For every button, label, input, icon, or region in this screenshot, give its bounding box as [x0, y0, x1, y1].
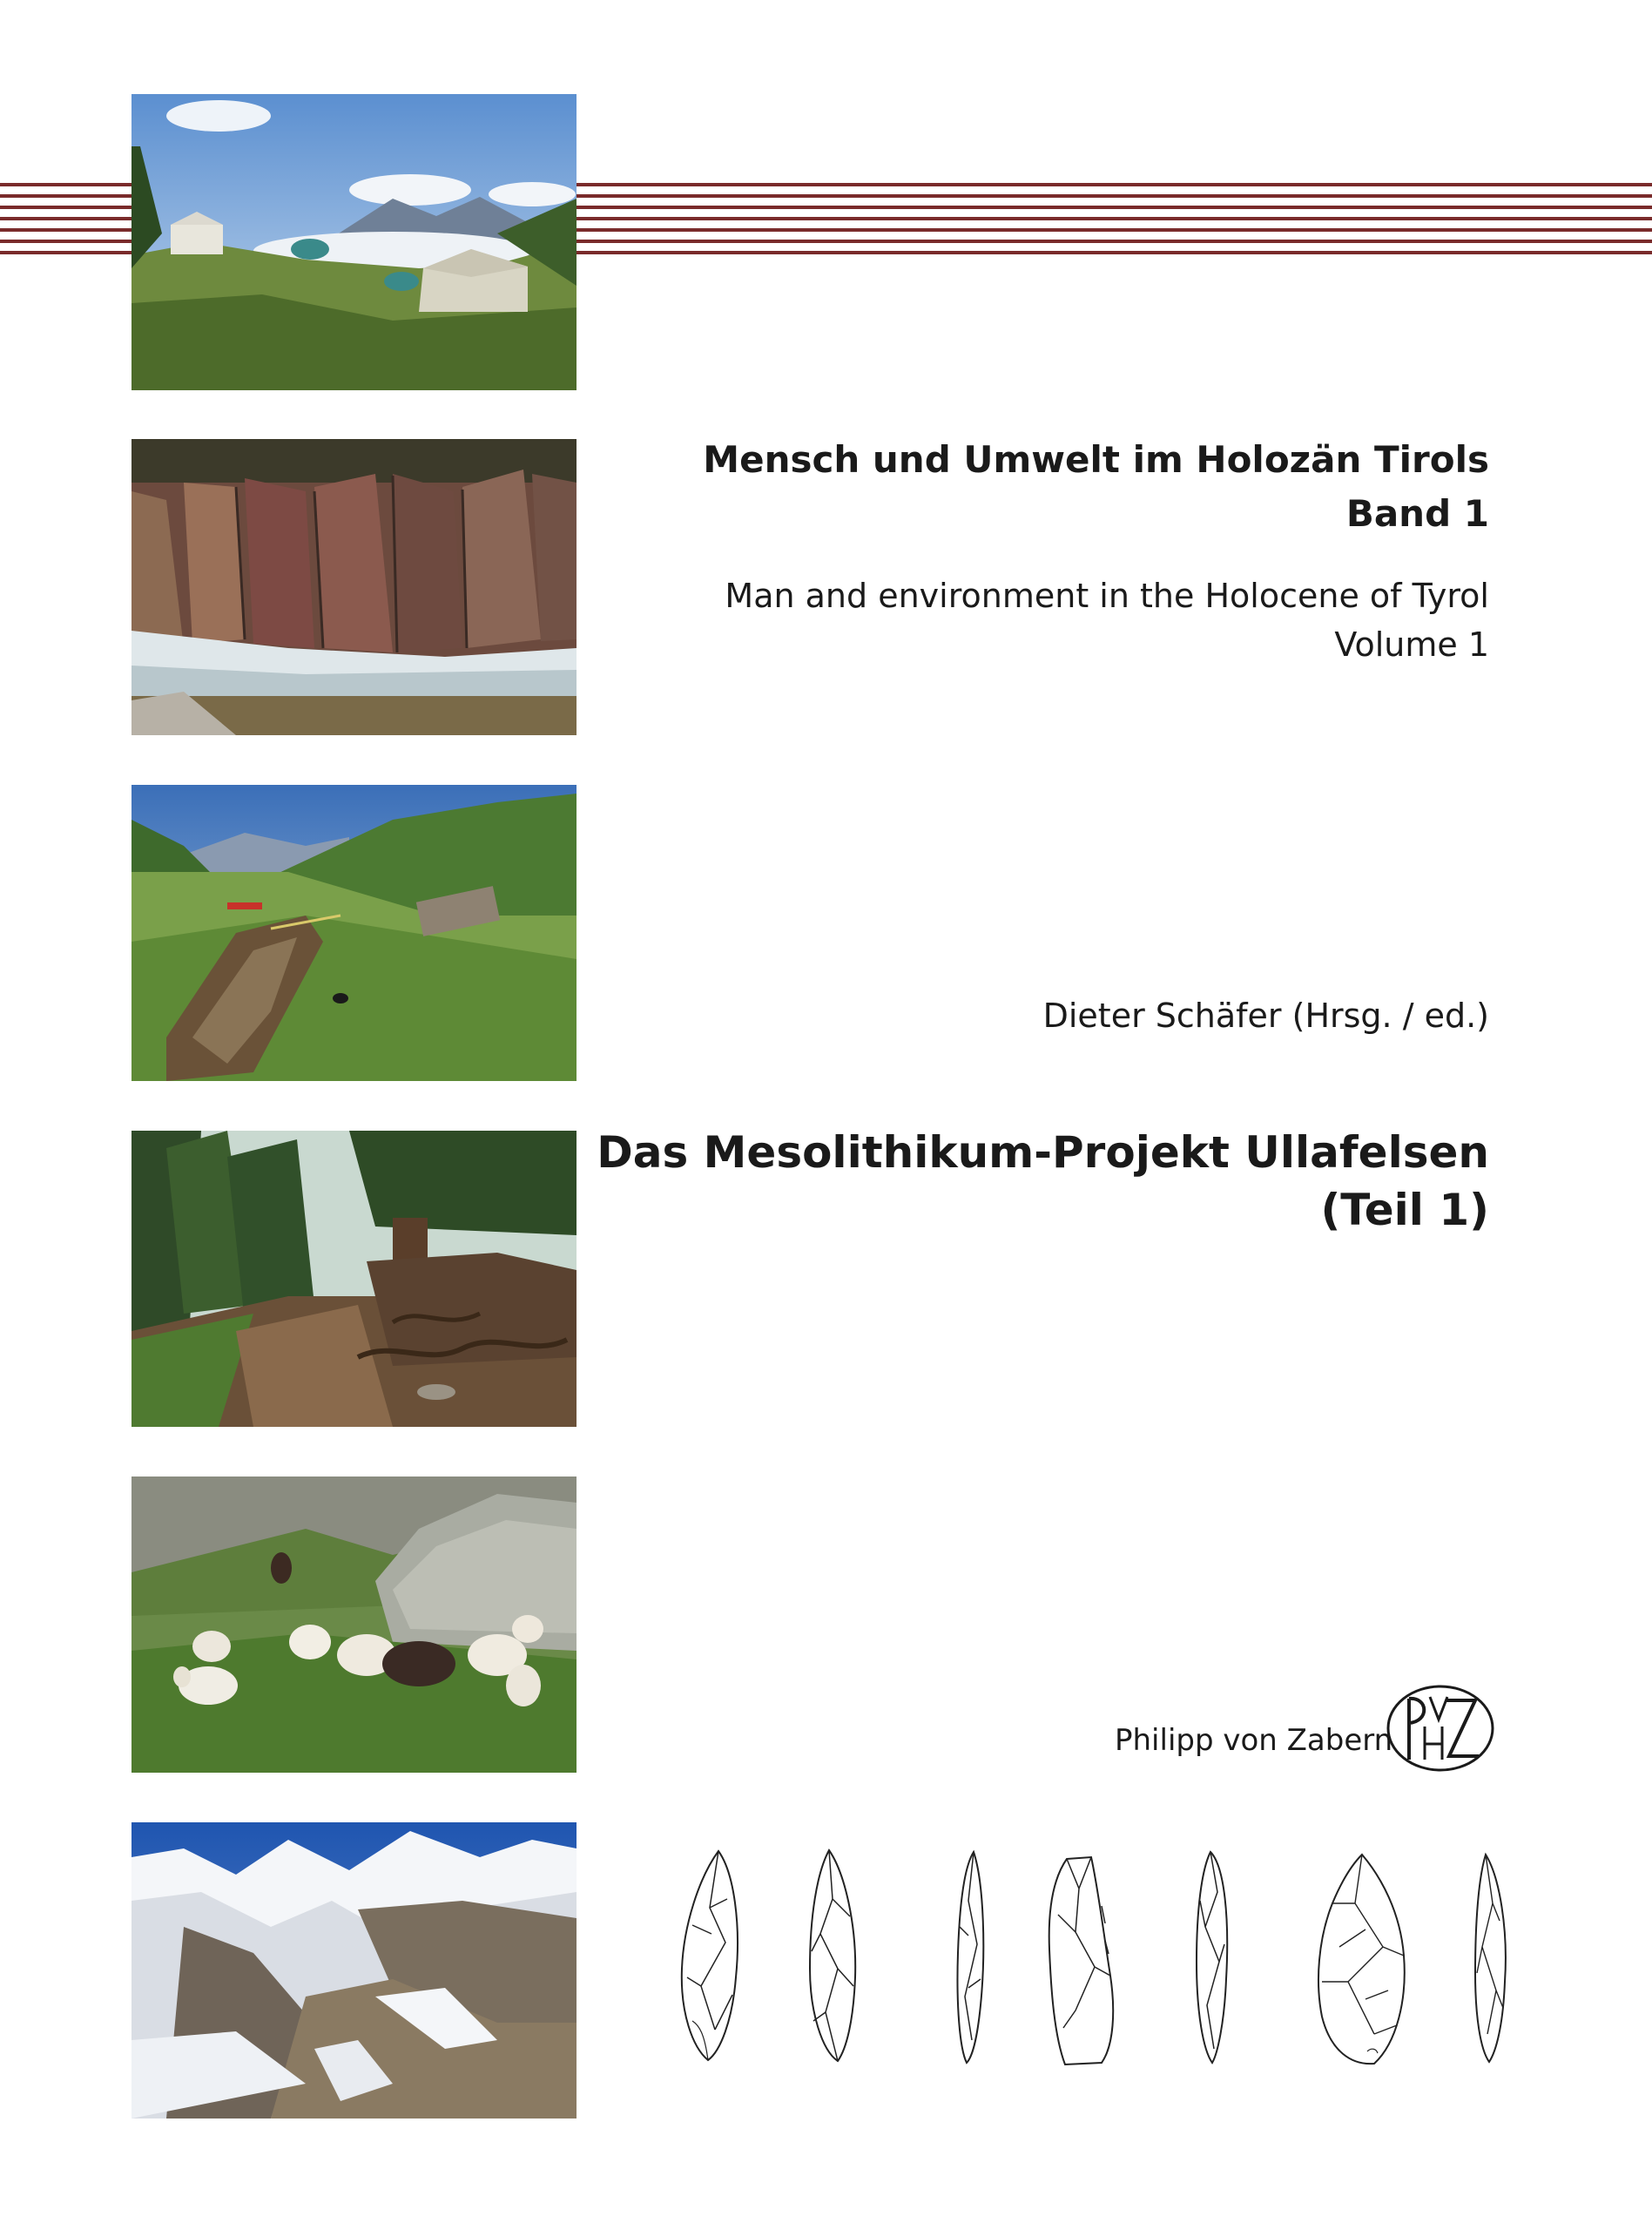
series-volume-english: Volume 1: [1334, 625, 1489, 664]
series-title-english: [725, 571, 1489, 669]
photo-rock-stream: [131, 439, 577, 735]
flint-tool-drawing-icon: [675, 1847, 746, 2064]
series-title-german-line1: Mensch und Umwelt im Holozän Tirols: [703, 438, 1489, 481]
editor-name: Dieter Schäfer (Hrsg. / ed.): [1042, 997, 1489, 1035]
photo-excavation-meadow: [131, 785, 577, 1081]
photo-forest-path: [131, 1131, 577, 1427]
publisher-name: Philipp von Zabern: [1115, 1723, 1393, 1758]
series-title-english-line1: Man and environment in the Holocene of Tyrol: [725, 577, 1489, 615]
book-title: [597, 1124, 1489, 1239]
flint-tool-drawing-icon: [1191, 1848, 1235, 2066]
flint-tool-drawing-icon: [799, 1847, 866, 2064]
flint-tool-drawing-icon: [1470, 1851, 1514, 2064]
photo-snowy-valley: [131, 1822, 577, 2118]
series-volume-german: Band 1: [1345, 492, 1489, 535]
book-title-line1: Das Mesolithikum-Projekt Ullafelsen: [597, 1127, 1489, 1178]
series-title-german: [703, 433, 1489, 541]
phvz-logo-icon: [1385, 1683, 1496, 1774]
flint-tool-drawing-icon: [1041, 1854, 1119, 2068]
flint-tool-drawing-icon: [1313, 1851, 1409, 2069]
book-title-line2: (Teil 1): [1320, 1185, 1489, 1235]
flint-tool-drawing-icon: [951, 1848, 989, 2066]
photo-camp-tents: [131, 94, 577, 390]
photo-sheep-boulder: [131, 1477, 577, 1773]
